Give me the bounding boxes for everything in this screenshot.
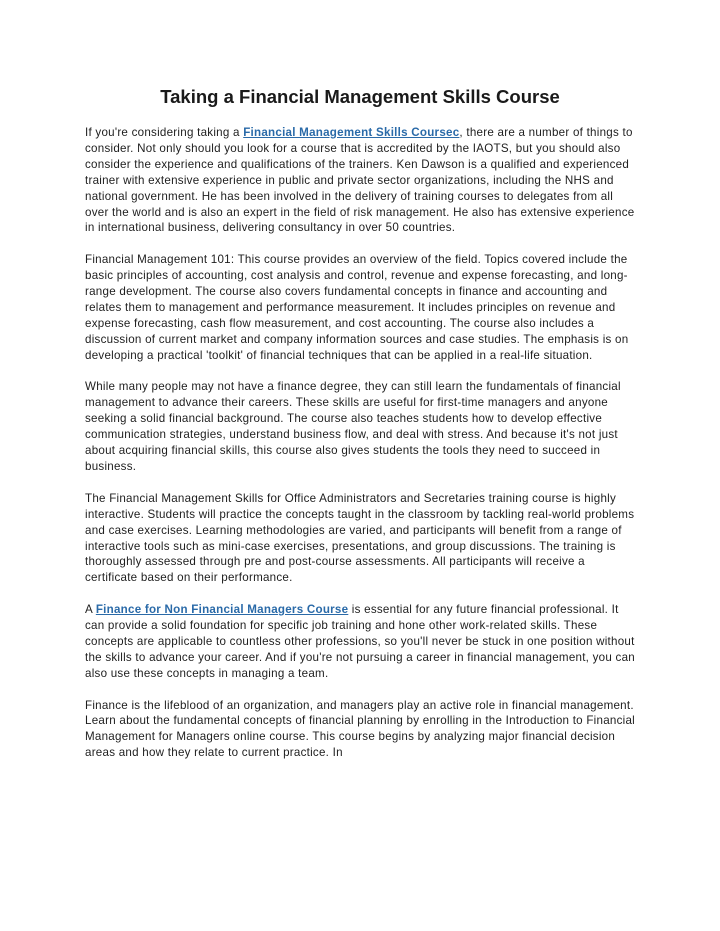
- paragraph-3: While many people may not have a finance degree, they can still learn the fundamentals of financial management to advance their careers. These skills are useful for first-time managers and anyone seeking a solid financial background. The course also teaches students how to develop effective communication strategies, understand business flow, and deal with stress. And because it's not just about acquiring financial skills, this course also gives students the tools they need to succeed in business.: [85, 380, 621, 473]
- paragraph-1-lead: If you're considering taking a: [85, 126, 244, 139]
- paragraph-1-rest: , there are a number of things to consider. Not only should you look for a course that is accredited by the IAOTS, but you should also consider the experience and qualifications of the trainers. Ken Dawson is a qualified and experienced trainer with extensive experience in public and private sector organizations, including the NHS and national government. He has been involved in the delivery of training courses to delegates from all over the world and is also an expert in the field of risk management. He also has extensive experience in international business, delivering consultancy in over 50 countries.: [85, 126, 635, 235]
- page-title: Taking a Financial Management Skills Course: [160, 86, 560, 107]
- finance-for-non-financial-managers-link[interactable]: Finance for Non Financial Managers Course: [95, 603, 349, 617]
- article-body: [85, 125, 637, 777]
- paragraph-5: [85, 602, 637, 682]
- financial-management-skills-course-link[interactable]: Financial Management Skills Coursec: [243, 126, 460, 139]
- paragraph-5-lead: A: [85, 603, 96, 617]
- paragraph-6: Finance is the lifeblood of an organization, and managers play an active role in financial management. Learn about the fundamental concepts of financial planning by enrolling in the Introduction to Financial Management for Managers online course. This course begins by analyzing major financial decision areas and how they relate to current practice. In: [85, 698, 636, 760]
- paragraph-2: Financial Management 101: This course provides an overview of the field. Topics covered include the basic principles of accounting, cost analysis and control, revenue and expense forecasting, and long-range development. The course also covers fundamental concepts in finance and accounting and relates them to management and performance measurement. It includes principles on revenue and expense forecasting, cash flow measurement, and cost accounting. The course also includes a discussion of current market and company information sources and case studies. The emphasis is on developing a practical 'toolkit' of financial techniques that can be applied in a real-life situation.: [85, 253, 629, 362]
- paragraph-5-rest: is essential for any future financial professional. It can provide a solid foundation for specific job training and hone other work-related skills. These concepts are applicable to countless other professions, so you'll never be stuck in one position without the skills to advance your career. And if you're not pursuing a career in financial management, you can also use these concepts in managing a team.: [85, 603, 635, 680]
- paragraph-1: [85, 125, 637, 236]
- paragraph-4: The Financial Management Skills for Office Administrators and Secretaries training course is highly interactive. Students will practice the concepts taught in the classroom by tackling real-world problems and case exercises. Learning methodologies are varied, and participants will benefit from a range of interactive tools such as mini-case exercises, presentations, and group discussions. The training is thoroughly assessed through pre and post-course assessments. All participants will receive a certificate based on their performance.: [85, 491, 635, 585]
